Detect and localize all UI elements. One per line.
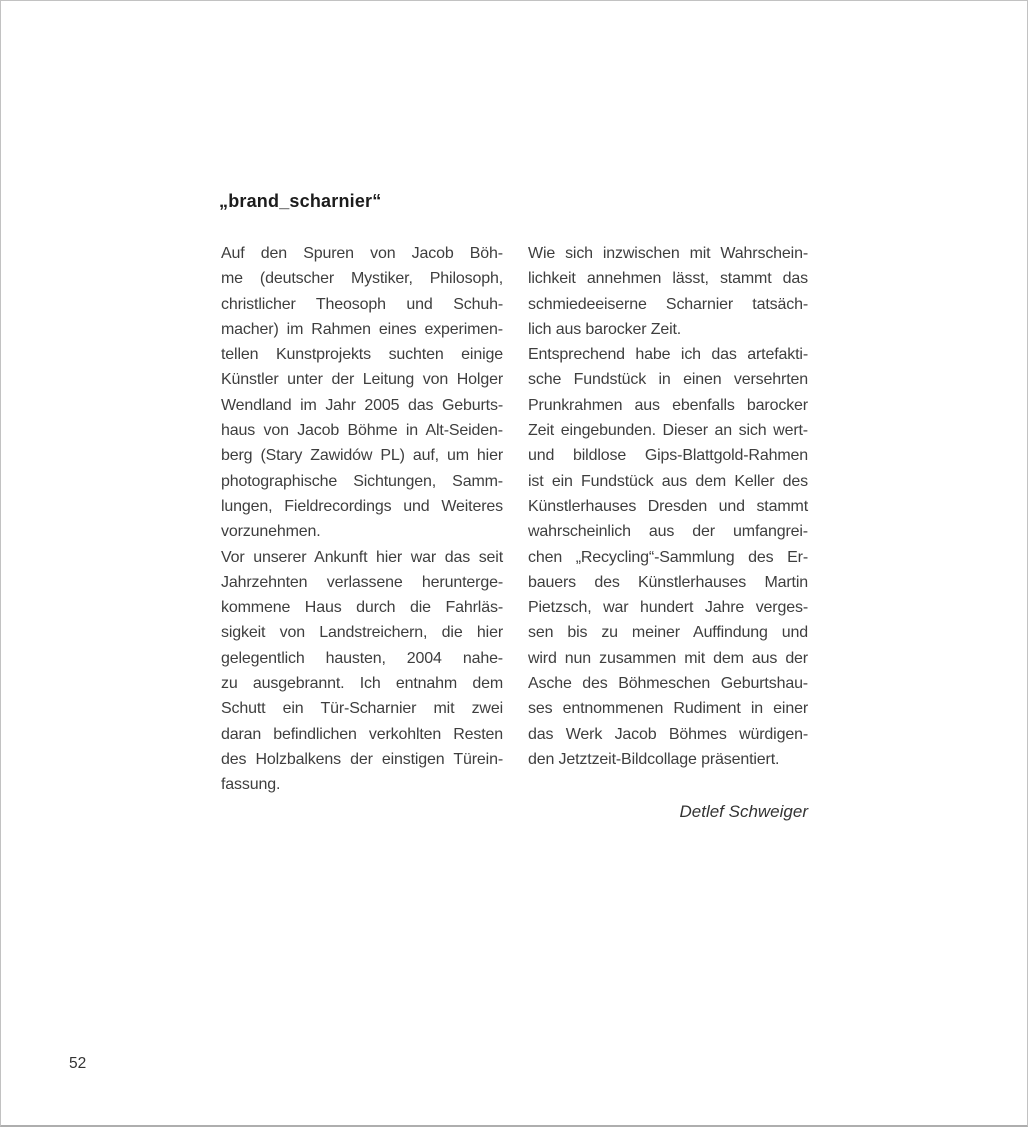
- text-line: Schutt ein Tür-Scharnier mit zwei: [221, 700, 503, 718]
- page-number: 52: [69, 1055, 87, 1072]
- text-line: Zeit eingebunden. Dieser an sich wert-: [528, 422, 808, 440]
- text-line: vorzunehmen.: [221, 523, 321, 541]
- author-signature: Detlef Schweiger: [679, 802, 808, 821]
- text-line: christlicher Theosoph und Schuh-: [221, 295, 503, 313]
- text-line: photographische Sichtungen, Samm-: [221, 472, 503, 490]
- text-line: schmiedeeiserne Scharnier tatsäch-: [528, 295, 808, 313]
- text-column-left: [221, 241, 503, 798]
- text-line: Prunkrahmen aus ebenfalls barocker: [528, 396, 808, 414]
- text-line: den Jetztzeit-Bildcollage präsentiert.: [528, 750, 780, 768]
- text-column-right: [528, 241, 808, 772]
- article-title: „brand_scharnier“: [219, 191, 382, 211]
- text-line: sigkeit von Landstreichern, die hier: [221, 624, 503, 642]
- text-line: ses entnommenen Rudiment in einer: [528, 700, 808, 718]
- text-line: sen bis zu meiner Auffindung und: [528, 624, 808, 642]
- text-line: me (deutscher Mystiker, Philosoph,: [221, 270, 503, 288]
- text-line: chen „Recycling“-Sammlung des Er-: [528, 548, 808, 566]
- text-line: zu ausgebrannt. Ich entnahm dem: [221, 675, 503, 693]
- text-line: daran befindlichen verkohlten Resten: [221, 725, 503, 743]
- text-line: wird nun zusammen mit dem aus der: [528, 649, 808, 667]
- text-line: Künstlerhauses Dresden und stammt: [528, 497, 808, 515]
- text-line: Vor unserer Ankunft hier war das seit: [221, 548, 503, 566]
- text-line: und bildlose Gips-Blattgold-Rahmen: [528, 447, 808, 465]
- text-line: Entsprechend habe ich das artefakti-: [528, 346, 808, 364]
- text-line: Asche des Böhmeschen Geburtshau-: [528, 675, 808, 693]
- text-line: fassung.: [221, 776, 281, 794]
- text-line: Wie sich inzwischen mit Wahrschein-: [528, 245, 808, 262]
- text-line: bauers des Künstlerhauses Martin: [528, 573, 808, 591]
- text-line: kommene Haus durch die Fahrläs-: [221, 599, 503, 617]
- text-line: tellen Kunstprojekts suchten einige: [221, 346, 503, 364]
- text-line: des Holzbalkens der einstigen Türein-: [221, 750, 503, 768]
- text-line: das Werk Jacob Böhmes würdigen-: [528, 725, 808, 743]
- text-line: Auf den Spuren von Jacob Böh-: [221, 245, 503, 262]
- text-line: lungen, Fieldrecordings und Weiteres: [221, 497, 503, 515]
- text-line: wahrscheinlich aus der umfangrei-: [528, 523, 808, 541]
- text-line: macher) im Rahmen eines experimen-: [221, 320, 503, 338]
- text-line: berg (Stary Zawidów PL) auf, um hier: [221, 447, 503, 465]
- text-line: Jahrzehnten verlassene herunterge-: [221, 573, 503, 591]
- text-line: gelegentlich hausten, 2004 nahe-: [221, 649, 503, 667]
- text-line: Wendland im Jahr 2005 das Geburts-: [221, 396, 503, 414]
- text-line: ist ein Fundstück aus dem Keller des: [528, 472, 808, 490]
- text-line: Künstler unter der Leitung von Holger: [221, 371, 503, 389]
- text-line: haus von Jacob Böhme in Alt-Seiden-: [221, 422, 503, 440]
- text-line: sche Fundstück in einen versehrten: [528, 371, 808, 389]
- text-line: lich aus barocker Zeit.: [528, 320, 682, 338]
- text-line: lichkeit annehmen lässt, stammt das: [528, 270, 808, 288]
- text-line: Pietzsch, war hundert Jahre verges-: [528, 599, 808, 617]
